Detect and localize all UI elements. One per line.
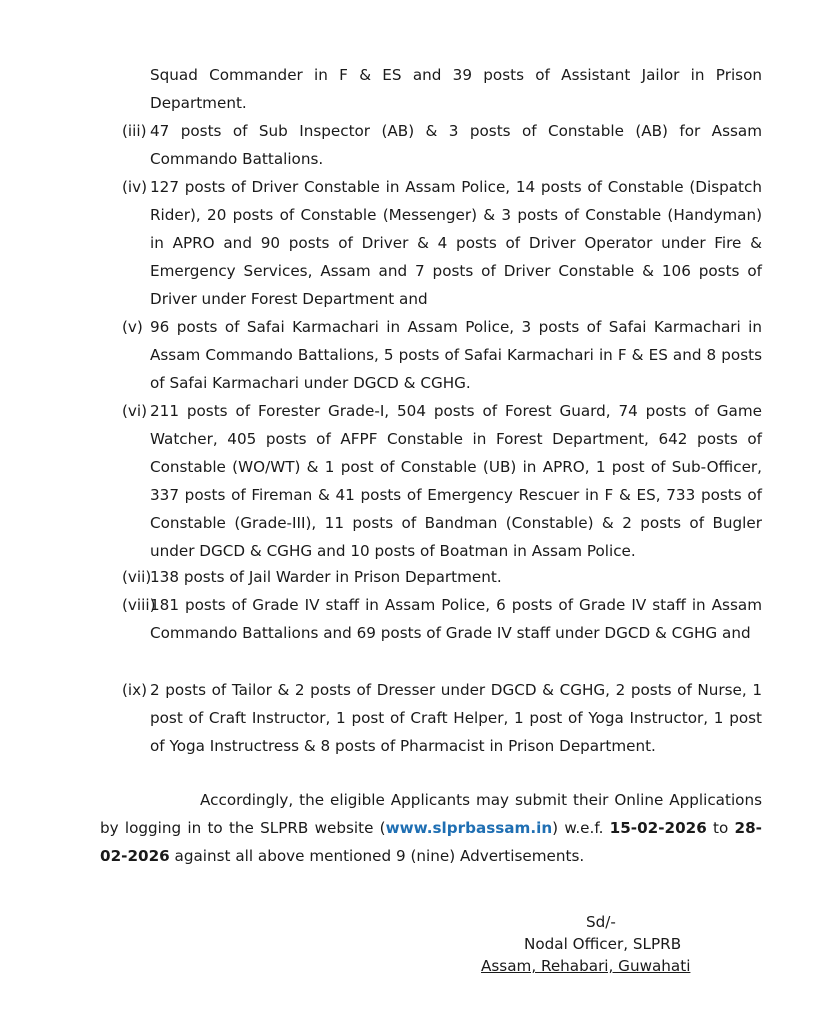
item-number: (v) — [122, 318, 143, 336]
list-item-iii — [122, 117, 762, 173]
signature-designation: Nodal Officer, SLPRB — [524, 935, 682, 953]
start-date: 15-02-2026 — [609, 819, 707, 837]
item-number: (vii) — [122, 568, 152, 586]
item-text: 2 posts of Tailor & 2 posts of Dresser under DGCD & CGHG, 2 posts of Nurse, 1 post of Craft Instructor, 1 post of Craft Helper, 1 post of Yoga Instructor, 1 post of Yoga Instructress & 8 posts of Pharmacist in Prison Department. — [150, 681, 762, 755]
closing-text-4: against all above mentioned 9 (nine) Advertisements. — [169, 847, 585, 865]
item-number: (iv) — [122, 178, 148, 196]
signature-sd: Sd/- — [586, 913, 616, 931]
item-text: 138 posts of Jail Warder in Prison Department. — [150, 568, 502, 586]
list-item-vii — [122, 563, 762, 591]
item-text: 181 posts of Grade IV staff in Assam Police, 6 posts of Grade IV staff in Assam Commando Battalions and 69 posts of Grade IV staff under DGCD & CGHG and — [150, 596, 762, 642]
item-number: (vi) — [122, 402, 148, 420]
end-date: 28-02-2026 — [100, 819, 762, 865]
closing-text-1: Accordingly, the eligible Applicants may submit their Online Applications by logging in to the SLPRB website ( — [100, 791, 762, 837]
item-number: (iii) — [122, 122, 147, 140]
item-text: 127 posts of Driver Constable in Assam Police, 14 posts of Constable (Dispatch Rider), 20 posts of Constable (Messenger) & 3 posts of Constable (Handyman) in APRO and 90 posts of Driver & 4 posts of Driver Operator under Fire & Emergency Services, Assam and 7 posts of Driver Constable & 106 posts of Driver under Forest Department and — [150, 178, 762, 308]
item-text: 96 posts of Safai Karmachari in Assam Police, 3 posts of Safai Karmachari in Assam Commando Battalions, 5 posts of Safai Karmachari in F & ES and 8 posts of Safai Karmachari under DGCD & CGHG. — [150, 318, 762, 392]
website-link[interactable]: www.slprbassam.in — [385, 819, 553, 837]
continuation-text: Squad Commander in F & ES and 39 posts of Assistant Jailor in Prison Department. — [150, 66, 762, 112]
closing-text-3: to — [706, 819, 735, 837]
item-number: (viii) — [122, 596, 156, 614]
list-item-viii — [122, 591, 762, 647]
signature-address: Assam, Rehabari, Guwahati — [481, 957, 691, 975]
list-item-vi — [122, 397, 762, 565]
list-item-ix — [122, 676, 762, 760]
closing-text-2: ) w.e.f. — [552, 819, 610, 837]
item-text: 211 posts of Forester Grade-I, 504 posts of Forest Guard, 74 posts of Game Watcher, 405 posts of AFPF Constable in Forest Department, 642 posts of Constable (WO/WT) & 1 post of Constable (UB) in APRO, 1 post of Sub-Officer, 337 posts of Fireman & 41 posts of Emergency Rescuer in F & ES, 733 posts of Constable (Grade-III), 11 posts of Bandman (Constable) & 2 posts of Bugler under DGCD & CGHG and 10 posts of Boatman in Assam Police. — [150, 402, 762, 560]
item-text: 47 posts of Sub Inspector (AB) & 3 posts of Constable (AB) for Assam Commando Battalions. — [150, 122, 762, 168]
list-item-iv — [122, 173, 762, 313]
closing-paragraph — [100, 786, 762, 870]
list-item-v — [122, 313, 762, 397]
item-number: (ix) — [122, 681, 148, 699]
